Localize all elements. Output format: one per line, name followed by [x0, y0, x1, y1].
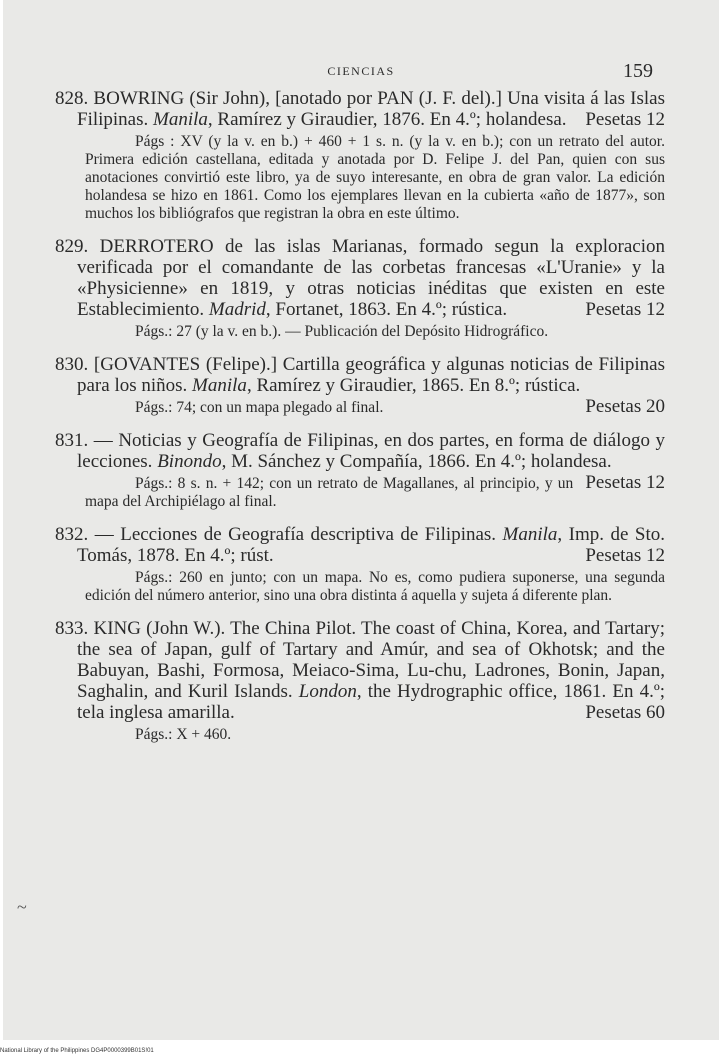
entry-place: Manila: [153, 109, 208, 130]
catalog-entry: [55, 430, 665, 511]
entry-place: London: [298, 681, 357, 702]
entry-title: BOWRING (Sir John), [anotado por PAN (J. F. del).] Una visita á las Islas Filipinas.: [77, 88, 665, 130]
catalog-entry: [55, 88, 665, 223]
entry-imprint: , the Hydrographic office, 1861. En 4.º; tela inglesa amarilla.: [77, 681, 665, 723]
entry-imprint: , M. Sánchez y Compañía, 1866. En 4.º; holandesa.: [221, 451, 612, 472]
entry-place: Binondo: [157, 451, 222, 472]
entry-notes: Págs.: 8 s. n. + 142; con un retrato de Magallanes, al principio, y un mapa del Archipiélago al final.: [85, 475, 574, 510]
entry-number: 830.: [55, 354, 89, 375]
entry-title: DERROTERO de las islas Marianas, formado segun la exploracion verificada por el comandante de las corbetas francesas «L'Uranie» y la «Physicienne» en 1819, y otras noticias inéditas que existen en este Establecimiento.: [77, 236, 665, 320]
entry-notes: Págs.: 260 en junto; con un mapa. No es, como pudiera suponerse, una segunda edición del número anterior, sino una obra distinta á aquella y sujeta á diferente plan.: [85, 569, 665, 604]
entry-notes: Págs.: 27 (y la v. en b.). — Publicación del Depósito Hidrográfico.: [135, 323, 549, 340]
entry-number: 829.: [55, 236, 89, 257]
entry-place: Manila: [192, 375, 247, 396]
book-page: [3, 0, 719, 1040]
entry-imprint: , Ramírez y Giraudier, 1876. En 4.º; holandesa.: [207, 109, 567, 130]
catalog-entry: [55, 524, 665, 605]
entry-price: Pesetas 60: [585, 702, 665, 723]
entry-title: [GOVANTES (Felipe).] Cartilla geográfica y algunas noticias de Filipinas para los niños.: [77, 354, 665, 396]
entry-number: 833.: [55, 618, 89, 639]
page-number: 159: [623, 60, 653, 82]
entry-price: Pesetas 20: [585, 396, 665, 417]
entry-price: Pesetas 12: [585, 545, 665, 566]
entry-number: 831.: [55, 430, 89, 451]
entry-imprint: , Fortanet, 1863. En 4.º; rústica.: [265, 299, 508, 320]
entry-number: 828.: [55, 88, 89, 109]
catalog-entry: [55, 618, 665, 744]
entry-text: [55, 524, 665, 566]
entry-number: 832.: [55, 524, 89, 545]
entry-place: Madrid: [208, 299, 266, 320]
catalog-entry: [55, 236, 665, 341]
entry-price: Pesetas 12: [585, 109, 665, 130]
margin-mark: ~: [17, 897, 27, 917]
entry-notes: Págs.: 74; con un mapa plegado al final.: [135, 399, 384, 416]
entry-imprint: , Ramírez y Giraudier, 1865. En 8.º; rústica.: [246, 375, 581, 396]
entry-notes: Págs : XV (y la v. en b.) + 460 + 1 s. n. (y la v. en b.); con un retrato del autor. Primera edición castellana, editada y anotada por D. Felipe J. del Pan, quien con sus anotaciones convirtió este libro, ya de suyo interesante, en obra de gran valor. La edición holandesa se hizo en 1861. Como los ejemplares llevan en la cubierta «año de 1877», son muchos los bibliógrafos que registran la obra en este último.: [85, 133, 665, 222]
entry-title: — Lecciones de Geografía descriptiva de Filipinas.: [88, 524, 503, 545]
scan-footer: National Library of the Philippines DG4P0000399B01S!01: [0, 1048, 154, 1054]
entry-imprint: , Imp. de Sto. Tomás, 1878. En 4.º; rúst.: [77, 524, 665, 566]
entry-text: [55, 88, 665, 130]
catalog-entry: [55, 354, 665, 417]
entry-price: Pesetas 12: [585, 299, 665, 320]
catalog-entries: [55, 88, 665, 757]
section-title: CIENCIAS: [327, 64, 395, 78]
entry-title: — Noticias y Geografía de Filipinas, en dos partes, en forma de diálogo y lecciones.: [77, 430, 665, 472]
entry-price: Pesetas 12: [585, 472, 665, 493]
entry-place: Manila: [502, 524, 558, 545]
entry-notes: Págs.: X + 460.: [135, 726, 232, 743]
entry-text: [55, 236, 665, 320]
entry-text: [55, 618, 665, 723]
running-header: [3, 60, 719, 86]
entry-title: KING (John W.). The China Pilot. The coast of China, Korea, and Tartary; the sea of Japan, gulf of Tartary and Amúr, and sea of Okhotsk; and the Babuyan, Bashi, Formosa, Meiaco-Sima, Lu-chu, Ladrones, Bonin, Japan, Saghalin, and Kuril Islands.: [77, 618, 665, 702]
